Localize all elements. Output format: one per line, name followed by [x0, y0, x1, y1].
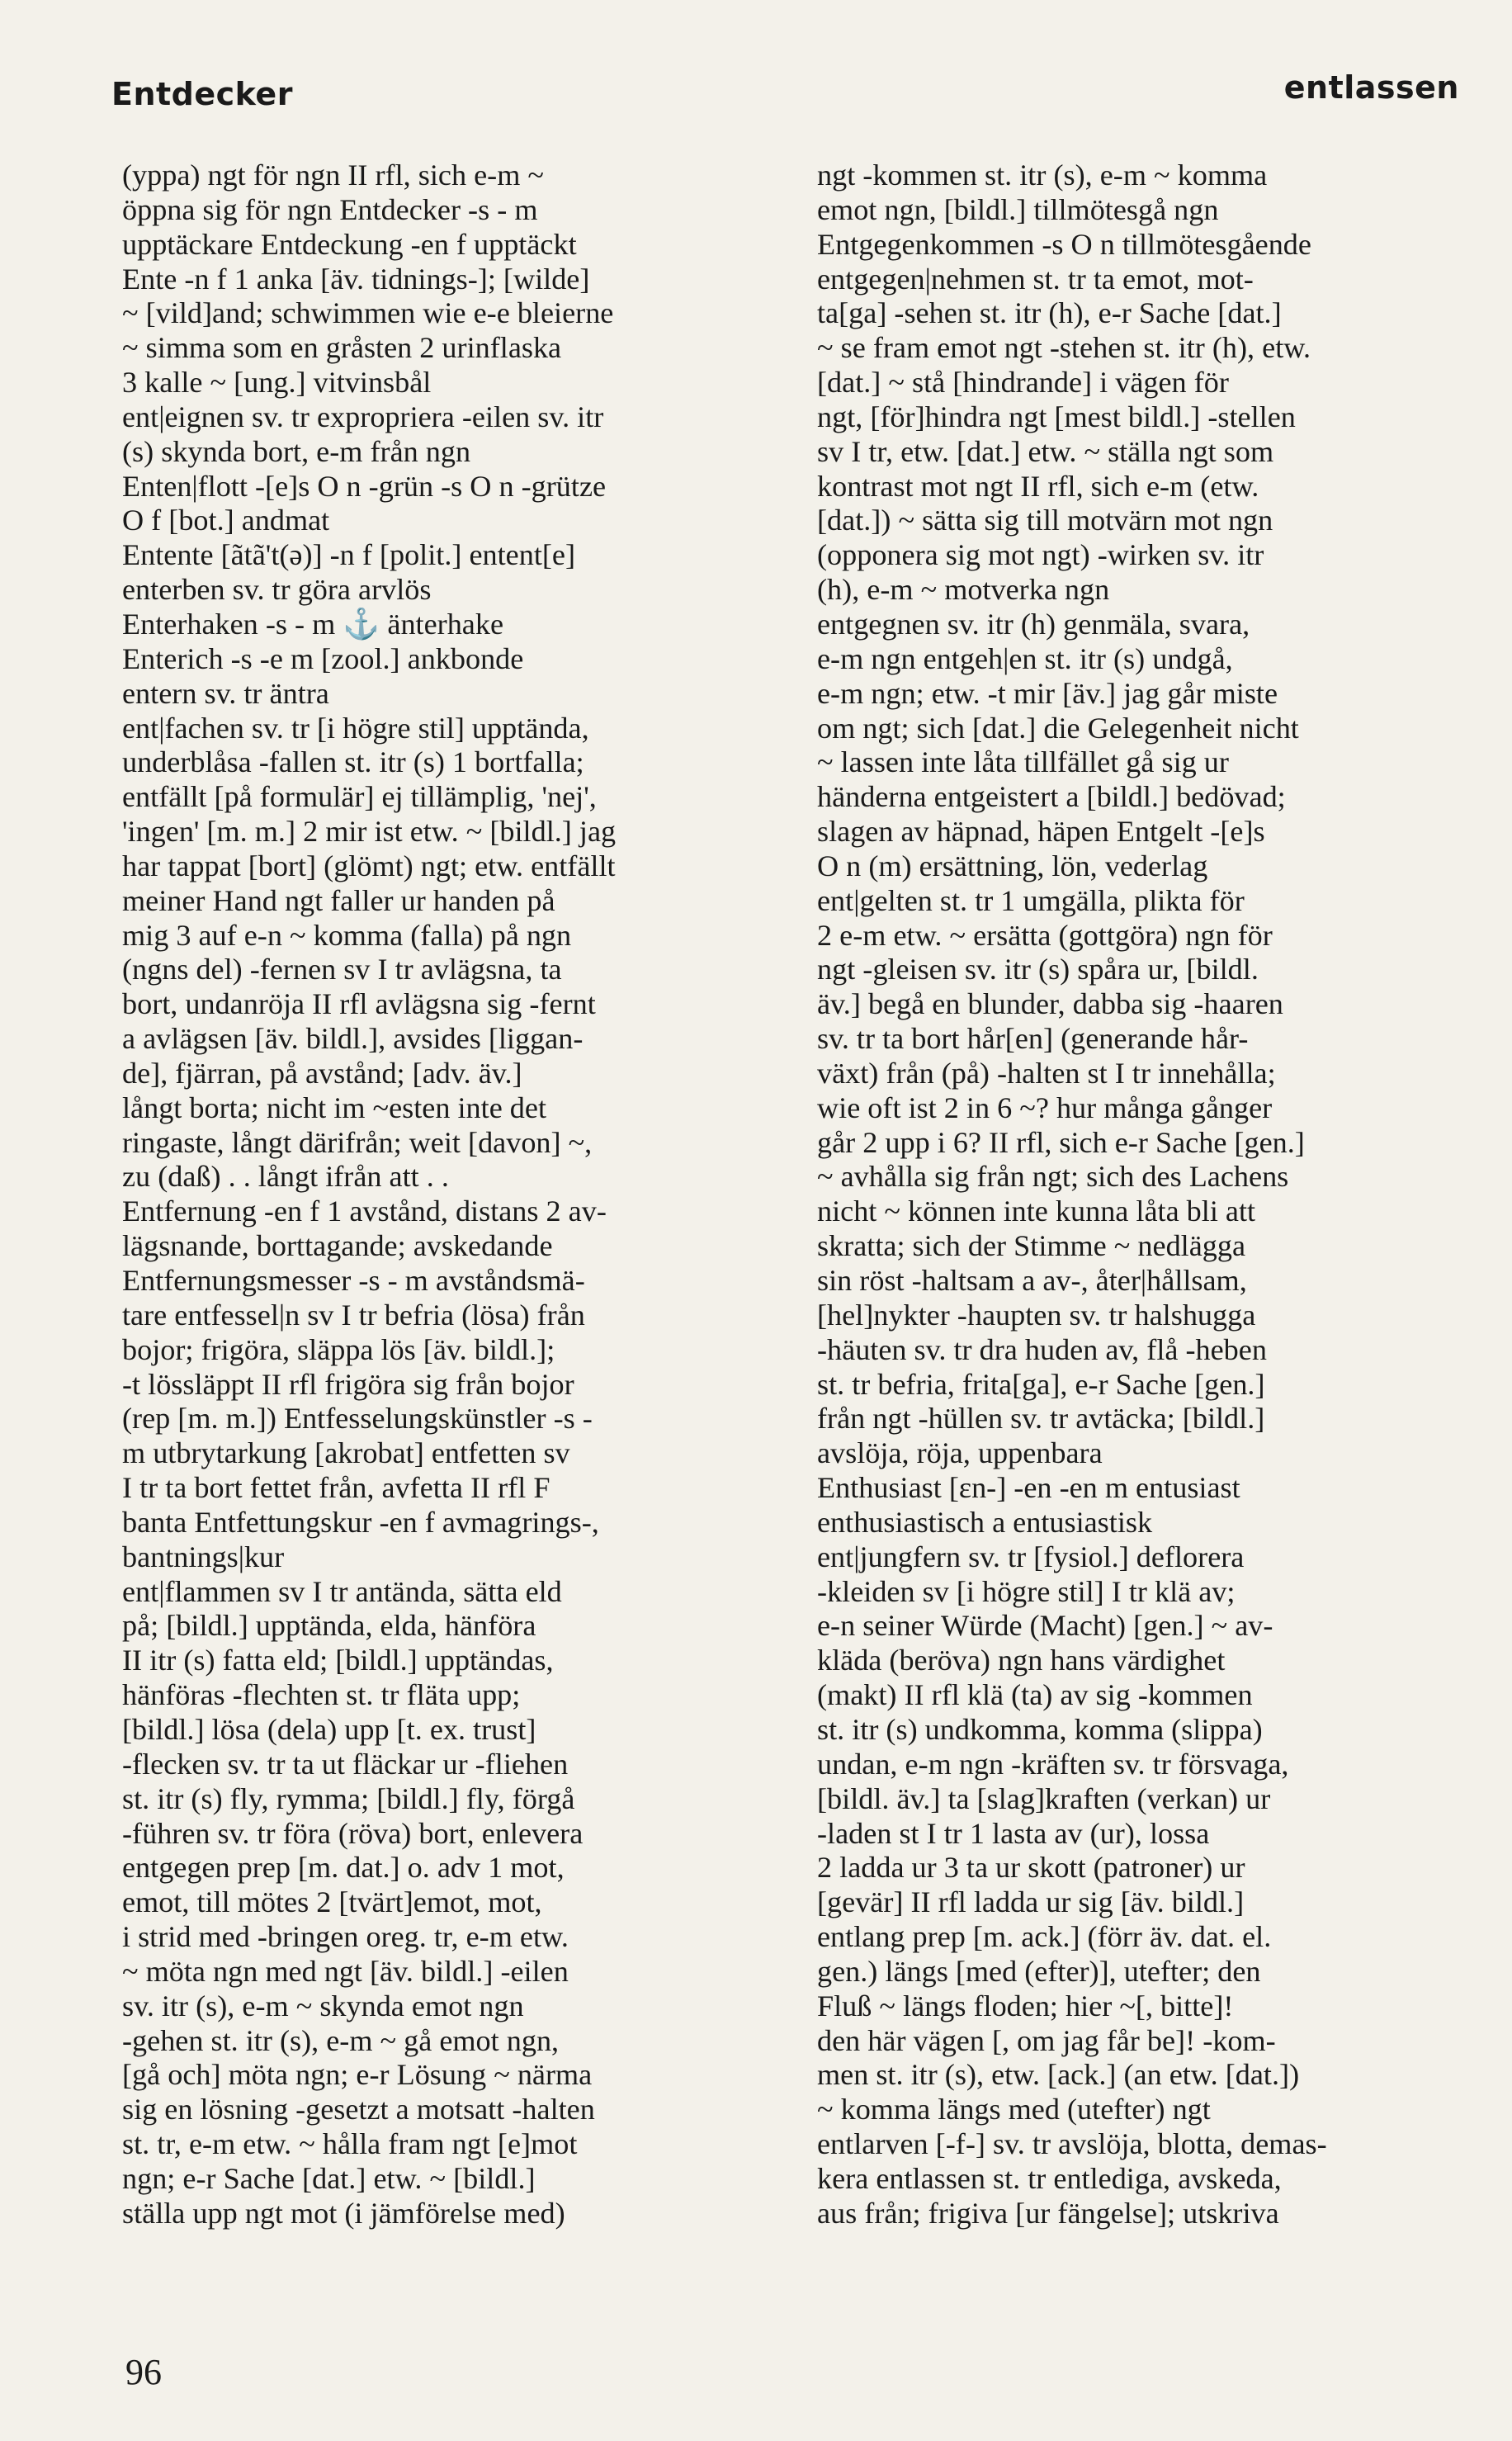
entry-line: entgegnen sv. itr (h) genmäla, svara,	[817, 607, 1250, 641]
entry-line: e-m ngn; etw. -t mir [äv.] jag går miste	[817, 676, 1278, 710]
entry-line: -t lössläppt II rfl frigöra sig från bojor	[122, 1367, 574, 1401]
entry-line: ngt -kommen st. itr (s), e-m ~ komma	[817, 158, 1268, 192]
entry-line: i strid med -bringen oreg. tr, e-m etw.	[122, 1920, 569, 1954]
entry-line: entlang prep [m. ack.] (förr äv. dat. el.	[817, 1920, 1272, 1954]
entry-line: växt) från (på) -halten st I tr innehålla;	[817, 1056, 1276, 1090]
entry-line: st. tr, e-m etw. ~ hålla fram ngt [e]mot	[122, 2127, 578, 2161]
entry-line: emot, till mötes 2 [tvärt]emot, mot,	[122, 1885, 542, 1919]
entry-line: 2 e-m etw. ~ ersätta (gottgöra) ngn för	[817, 918, 1273, 952]
entry-line: händerna entgeistert a [bildl.] bedövad;	[817, 780, 1286, 814]
entry-line: ~ se fram emot ngt -stehen st. itr (h), etw.	[817, 331, 1311, 365]
entry-line: I tr ta bort fettet från, avfetta II rfl F	[122, 1471, 550, 1505]
entry-line: ~ [vild]and; schwimmen wie e-e bleierne	[122, 296, 614, 330]
entry-line: m utbrytarkung [akrobat] entfetten sv	[122, 1436, 570, 1470]
right-column	[817, 158, 1469, 2231]
entry-line: Entente [ãtã't(ə)] -n f [polit.] entent[e]	[122, 538, 576, 572]
entry-line: (makt) II rfl klä (ta) av sig -kommen	[817, 1678, 1253, 1712]
entry-line: -flecken sv. tr ta ut fläckar ur -fliehen	[122, 1747, 569, 1781]
left-column	[122, 158, 774, 2231]
entry-line: (rep [m. m.]) Entfesselungskünstler -s -	[122, 1402, 593, 1436]
entry-line: ~ simma som en gråsten 2 urinflaska	[122, 331, 562, 365]
entry-line: ent|eignen sv. tr expropriera -eilen sv. itr	[122, 400, 604, 433]
entry-line: [gevär] II rfl ladda ur sig [äv. bildl.]	[817, 1885, 1245, 1919]
entry-line: nicht ~ können inte kunna låta bli att	[817, 1194, 1256, 1228]
entry-line: bojor; frigöra, släppa lös [äv. bildl.];	[122, 1332, 555, 1366]
entry-line: [dat.] ~ stå [hindrande] i vägen för	[817, 366, 1229, 400]
entry-line: banta Entfettungskur -en f avmagrings-,	[122, 1505, 599, 1539]
entry-line: [gå och] möta ngn; e-r Lösung ~ närma	[122, 2058, 593, 2092]
entry-line: [hel]nykter -haupten sv. tr halshugga	[817, 1298, 1256, 1332]
entry-line: ~ lassen inte låta tillfället gå sig ur	[817, 745, 1229, 779]
entry-line: [bildl. äv.] ta [slag]kraften (verkan) ur	[817, 1781, 1271, 1815]
entry-line: sv I tr, etw. [dat.] etw. ~ ställa ngt som	[817, 434, 1274, 468]
entry-line: mig 3 auf e-n ~ komma (falla) på ngn	[122, 918, 572, 952]
entry-line: II itr (s) fatta eld; [bildl.] upptändas,	[122, 1644, 554, 1677]
entry-line: ent|fachen sv. tr [i högre stil] upptända,	[122, 711, 589, 745]
entry-line: går 2 upp i 6? II rfl, sich e-r Sache [gen.]	[817, 1125, 1305, 1159]
entry-line: från ngt -hüllen sv. tr avtäcka; [bildl.]	[817, 1402, 1265, 1436]
entry-line: Enten|flott -[e]s O n -grün -s O n -grütze	[122, 469, 607, 503]
entry-line: slagen av häpnad, häpen Entgelt -[e]s	[817, 815, 1265, 849]
entry-line: ~ avhålla sig från ngt; sich des Lachens	[817, 1160, 1289, 1194]
entry-line: [bildl.] lösa (dela) upp [t. ex. trust]	[122, 1712, 536, 1746]
entry-line: tare entfessel|n sv I tr befria (lösa) från	[122, 1298, 585, 1332]
running-head-right: entlassen	[1283, 69, 1459, 106]
entry-line: men st. itr (s), etw. [ack.] (an etw. [dat.])	[817, 2058, 1300, 2092]
entry-line: enthusiastisch a entusiastisk	[817, 1505, 1153, 1539]
entry-line: ställa upp ngt mot (i jämförelse med)	[122, 2196, 565, 2230]
entry-line: meiner Hand ngt faller ur handen på	[122, 883, 555, 917]
entry-line: Enterhaken -s - m ⚓ änterhake	[122, 607, 504, 641]
entry-line: har tappat [bort] (glömt) ngt; etw. entfällt	[122, 849, 616, 882]
entry-line: (yppa) ngt för ngn II rfl, sich e-m ~	[122, 158, 544, 192]
entry-line: (s) skynda bort, e-m från ngn	[122, 434, 471, 468]
entry-line: zu (daß) . . långt ifrån att . .	[122, 1160, 449, 1194]
entry-line: äv.] begå en blunder, dabba sig -haaren	[817, 987, 1283, 1021]
entry-line: -kleiden sv [i högre stil] I tr klä av;	[817, 1574, 1236, 1608]
entry-line: sv. itr (s), e-m ~ skynda emot ngn	[122, 1989, 524, 2022]
entry-line: sig en lösning -gesetzt a motsatt -halten	[122, 2093, 595, 2126]
entry-line: lägsnande, borttagande; avskedande	[122, 1229, 553, 1263]
entry-line: långt borta; nicht im ~esten inte det	[122, 1090, 547, 1124]
entry-line: öppna sig för ngn Entdecker -s - m	[122, 192, 538, 226]
entry-line: på; [bildl.] upptända, elda, hänföra	[122, 1609, 536, 1643]
entry-line: Enterich -s -e m [zool.] ankbonde	[122, 641, 524, 675]
entry-line: ngt -gleisen sv. itr (s) spåra ur, [bildl.	[817, 953, 1259, 986]
entry-line: ent|flammen sv I tr antända, sätta eld	[122, 1574, 562, 1608]
entry-line: -laden st I tr 1 lasta av (ur), lossa	[817, 1816, 1210, 1850]
entry-line: de], fjärran, på avstånd; [adv. äv.]	[122, 1056, 522, 1090]
entry-line: avslöja, röja, uppenbara	[817, 1436, 1103, 1470]
entry-line: Entfernungsmesser -s - m avståndsmä-	[122, 1264, 585, 1297]
entry-line: entgegen prep [m. dat.] o. adv 1 mot,	[122, 1851, 565, 1885]
entry-line: upptäckare Entdeckung -en f upptäckt	[122, 227, 577, 261]
entry-line: Entgegenkommen -s O n tillmötesgående	[817, 227, 1311, 261]
entry-line: ringaste, långt därifrån; weit [davon] ~,	[122, 1125, 593, 1159]
entry-line: enterben sv. tr göra arvlös	[122, 573, 432, 607]
entry-line: ta[ga] -sehen st. itr (h), e-r Sache [dat.]	[817, 296, 1282, 330]
entry-line: st. tr befria, frita[ga], e-r Sache [gen.]	[817, 1367, 1265, 1401]
entry-line: -häuten sv. tr dra huden av, flå -heben	[817, 1332, 1267, 1366]
entry-line: emot ngn, [bildl.] tillmötesgå ngn	[817, 192, 1219, 226]
entry-line: undan, e-m ngn -kräften sv. tr försvaga,	[817, 1747, 1289, 1781]
entry-line: ~ möta ngn med ngt [äv. bildl.] -eilen	[122, 1954, 569, 1988]
entry-line: st. itr (s) undkomma, komma (slippa)	[817, 1712, 1263, 1746]
entry-line: -gehen st. itr (s), e-m ~ gå emot ngn,	[122, 2023, 560, 2057]
entry-line: entlarven [-f-] sv. tr avslöja, blotta, demas-	[817, 2127, 1327, 2161]
entry-line: sv. tr ta bort hår[en] (generande hår-	[817, 1022, 1249, 1056]
entry-line: ngt, [för]hindra ngt [mest bildl.] -stellen	[817, 400, 1296, 433]
entry-line: e-n seiner Würde (Macht) [gen.] ~ av-	[817, 1609, 1273, 1643]
entry-line: ent|jungfern sv. tr [fysiol.] deflorera	[817, 1540, 1245, 1573]
entry-line: Entfernung -en f 1 avstånd, distans 2 av-	[122, 1194, 607, 1228]
entry-line: 'ingen' [m. m.] 2 mir ist etw. ~ [bildl.] jag	[122, 815, 617, 849]
running-head-left: Entdecker	[111, 76, 293, 112]
entry-line: kläda (beröva) ngn hans värdighet	[817, 1644, 1226, 1677]
entry-line: bort, undanröja II rfl avlägsna sig -fernt	[122, 987, 596, 1021]
entry-line: 3 kalle ~ [ung.] vitvinsbål	[122, 366, 432, 400]
entry-line: bantnings|kur	[122, 1540, 285, 1573]
entry-line: (h), e-m ~ motverka ngn	[817, 573, 1110, 607]
entry-line: O n (m) ersättning, lön, vederlag	[817, 849, 1208, 882]
entry-line: om ngt; sich [dat.] die Gelegenheit nicht	[817, 711, 1299, 745]
entry-line: gen.) längs [med (efter)], utefter; den	[817, 1954, 1261, 1988]
entry-line: st. itr (s) fly, rymma; [bildl.] fly, förgå	[122, 1781, 575, 1815]
entry-line: Fluß ~ längs floden; hier ~[, bitte]!	[817, 1989, 1234, 2022]
entry-line: underblåsa -fallen st. itr (s) 1 bortfalla;	[122, 745, 584, 779]
entry-line: Enthusiast [ɛn-] -en -en m entusiast	[817, 1471, 1240, 1505]
entry-line: kera entlassen st. tr entlediga, avskeda,	[817, 2161, 1282, 2195]
entry-line: den här vägen [, om jag får be]! -kom-	[817, 2023, 1276, 2057]
entry-line: entgegen|nehmen st. tr ta emot, mot-	[817, 262, 1254, 296]
entry-line: aus från; frigiva [ur fängelse]; utskriva	[817, 2196, 1279, 2230]
entry-line: [dat.]) ~ sätta sig till motvärn mot ngn	[817, 504, 1273, 537]
entry-line: kontrast mot ngt II rfl, sich e-m (etw.	[817, 469, 1259, 503]
page-number: 96	[125, 2352, 162, 2392]
entry-line: ent|gelten st. tr 1 umgälla, plikta för	[817, 883, 1245, 917]
entry-line: (ngns del) -fernen sv I tr avlägsna, ta	[122, 953, 562, 986]
entry-line: ~ komma längs med (utefter) ngt	[817, 2093, 1211, 2126]
entry-line: O f [bot.] andmat	[122, 504, 330, 537]
entry-line: ngn; e-r Sache [dat.] etw. ~ [bildl.]	[122, 2161, 536, 2195]
entry-line: Ente -n f 1 anka [äv. tidnings-]; [wilde]	[122, 262, 590, 296]
entry-line: hänföras -flechten st. tr fläta upp;	[122, 1678, 521, 1712]
entry-line: e-m ngn entgeh|en st. itr (s) undgå,	[817, 641, 1233, 675]
entry-line: (opponera sig mot ngt) -wirken sv. itr	[817, 538, 1264, 572]
entry-line: sin röst -haltsam a av-, åter|hållsam,	[817, 1264, 1247, 1297]
entry-line: skratta; sich der Stimme ~ nedlägga	[817, 1229, 1246, 1263]
entry-line: a avlägsen [äv. bildl.], avsides [liggan-	[122, 1022, 584, 1056]
entry-line: entfällt [på formulär] ej tillämplig, 'nej',	[122, 780, 597, 814]
entry-line: 2 ladda ur 3 ta ur skott (patroner) ur	[817, 1851, 1245, 1885]
entry-line: entern sv. tr äntra	[122, 676, 329, 710]
entry-line: wie oft ist 2 in 6 ~? hur många gånger	[817, 1090, 1273, 1124]
entry-line: -führen sv. tr föra (röva) bort, enlevera	[122, 1816, 584, 1850]
